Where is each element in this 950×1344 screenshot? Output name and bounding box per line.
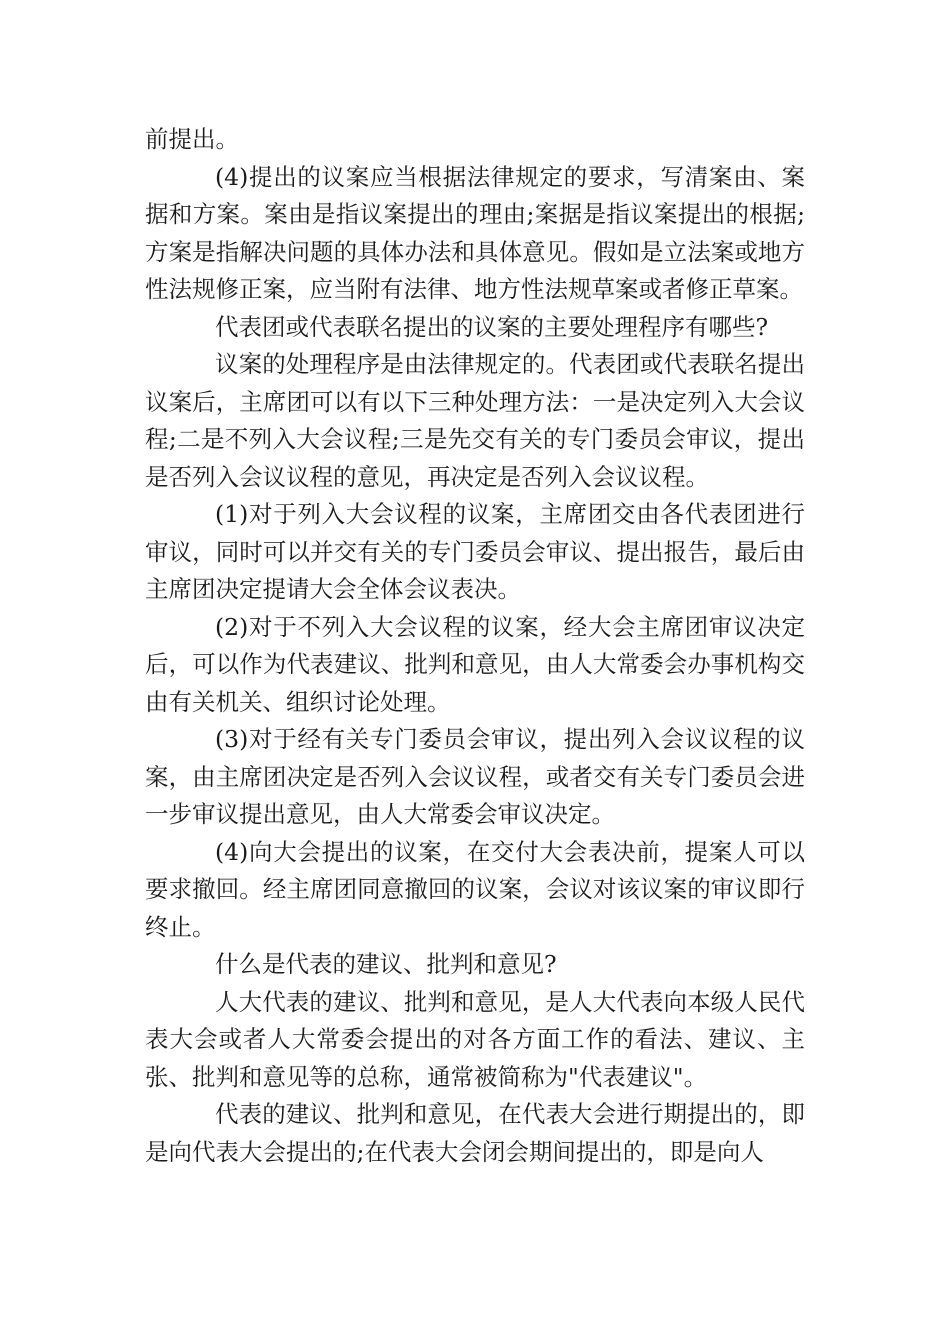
paragraph: (4)向大会提出的议案，在交付大会表决前，提案人可以要求撤回。经主席团同意撤回的议案，会议对该议案的审议即行终止。: [145, 837, 805, 941]
paragraph: 人大代表的建议、批判和意见，是人大代表向本级人民代表大会或者人大常委会提出的对各方面工作的看法、建议、主张、批判和意见等的总称，通常被简称为"代表建议"。: [145, 987, 805, 1091]
section-question: 代表团或代表联名提出的议案的主要处理程序有哪些?: [215, 312, 769, 341]
paragraph: (4)提出的议案应当根据法律规定的要求，写清案由、案据和方案。案由是指议案提出的理由;案据是指议案提出的根据;方案是指解决问题的具体办法和具体意见。假如是立法案或地方性法规修正案，应当附有法律、地方性法规草案或者修正草案。: [145, 162, 805, 303]
paragraph: 议案的处理程序是由法律规定的。代表团或代表联名提出议案后，主席团可以有以下三种处理方法：一是决定列入大会议程;二是不列入大会议程;三是先交有关的专门委员会审议，提出是否列入会议议程的意见，再决定是否列入会议议程。: [145, 350, 805, 491]
paragraph: (1)对于列入大会议程的议案，主席团交由各代表团进行审议，同时可以并交有关的专门委员会审议、提出报告，最后由主席团决定提请大会全体会议表决。: [145, 500, 805, 603]
paragraph: (3)对于经有关专门委员会审议，提出列入会议议程的议案，由主席团决定是否列入会议议程，或者交有关专门委员会进一步审议提出意见，由人大常委会审议决定。: [145, 725, 805, 828]
paragraph: 代表的建议、批判和意见，在代表大会进行期提出的，即是向代表大会提出的;在代表大会闭会期间提出的，即是向人: [145, 1100, 805, 1166]
paragraph: (2)对于不列入大会议程的议案，经大会主席团审议决定后，可以作为代表建议、批判和意见，由人大常委会办事机构交由有关机关、组织讨论处理。: [145, 612, 805, 716]
section-question: 什么是代表的建议、批判和意见?: [215, 950, 557, 978]
document-body: [145, 121, 805, 1171]
paragraph: 前提出。: [145, 125, 239, 153]
